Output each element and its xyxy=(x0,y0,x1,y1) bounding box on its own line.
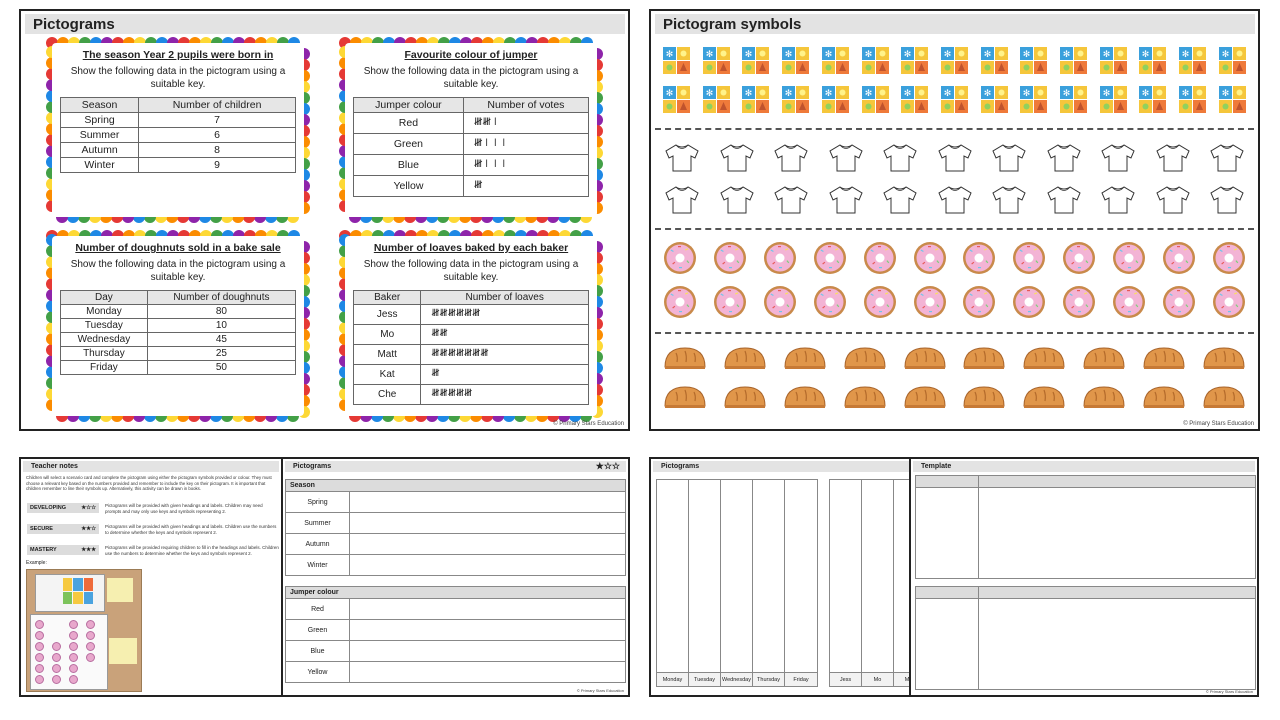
data-table xyxy=(353,97,589,197)
doughnut-icon xyxy=(813,241,847,275)
jumper-icon xyxy=(881,185,919,215)
doughnut-icon xyxy=(713,241,747,275)
svg-text:✻: ✻ xyxy=(1023,89,1031,99)
row-label: Yellow xyxy=(286,662,350,683)
tally-cell: 𝍸𝍸𝍷 xyxy=(463,113,588,134)
star-icon: ★☆☆ xyxy=(81,505,96,511)
doughnut-icon xyxy=(962,241,996,275)
jumper-icon xyxy=(772,185,810,215)
doughnut-icon xyxy=(813,285,847,319)
table-cell: Jess xyxy=(354,305,421,325)
table-cell: Wednesday xyxy=(61,333,148,347)
table-header: Jumper colour xyxy=(286,587,626,599)
row-label: Summer xyxy=(286,513,350,534)
table-header: Number of doughnuts xyxy=(147,291,295,305)
doughnut-icon xyxy=(1112,241,1146,275)
column-label: M xyxy=(894,672,913,686)
season-symbol-icon xyxy=(981,86,1008,113)
tally-cell: 𝍸𝍸𝍸𝍸𝍸𝍸 xyxy=(421,305,589,325)
doughnut-icon xyxy=(1212,241,1246,275)
card-body xyxy=(52,43,304,217)
table-cell: Green xyxy=(354,134,464,155)
table-cell: Red xyxy=(354,113,464,134)
tally-cell: 𝍸𝍸 xyxy=(421,325,589,345)
doughnut-icon xyxy=(35,620,44,629)
season-symbol-icon xyxy=(862,47,889,74)
table-cell: Summer xyxy=(61,128,139,143)
table-cell: 10 xyxy=(147,319,295,333)
copyright-footer: © Primary Stars Education xyxy=(576,688,624,693)
tally-cell: 𝍸𝍷𝍷𝍷 xyxy=(463,155,588,176)
jumper-icon xyxy=(1045,185,1083,215)
table-cell: Friday xyxy=(61,361,148,375)
season-symbol-icon xyxy=(981,47,1008,74)
loaf-icon xyxy=(1202,384,1246,410)
example-label: Example: xyxy=(26,560,47,566)
doughnut-icon xyxy=(52,653,61,662)
doughnut-icon xyxy=(1162,285,1196,319)
svg-text:✻: ✻ xyxy=(903,89,912,99)
doughnut-icon xyxy=(69,653,78,662)
table-cell: 45 xyxy=(147,333,295,347)
data-table xyxy=(353,290,589,405)
level-name: DEVELOPING xyxy=(30,505,67,511)
data-table xyxy=(60,290,296,375)
loaf-icon xyxy=(903,345,947,371)
svg-text:✻: ✻ xyxy=(824,89,833,99)
doughnut-icon xyxy=(663,285,697,319)
loaf-icon xyxy=(723,384,767,410)
row-label: Spring xyxy=(286,492,350,513)
loaf-icon xyxy=(1022,384,1066,410)
season-symbol-icon xyxy=(742,86,769,113)
level-description: Pictograms will be provided with given headings and labels. Children use the numbers to determine whether the keys and symbols represent 2. xyxy=(105,524,277,535)
jumper-icon xyxy=(1099,143,1137,173)
doughnut-icon xyxy=(69,642,78,651)
loaf-icon xyxy=(663,345,707,371)
jumper-icon xyxy=(990,143,1028,173)
pictogram-cell[interactable] xyxy=(350,534,626,555)
column-label: Tuesday xyxy=(689,672,720,686)
table-cell: Che xyxy=(354,385,421,405)
doughnut-icon xyxy=(913,285,947,319)
jumper-icon xyxy=(827,185,865,215)
jumper-icon xyxy=(663,143,701,173)
loaf-icon xyxy=(783,345,827,371)
season-symbol-icon xyxy=(1060,86,1087,113)
season-symbols-row xyxy=(663,47,1246,74)
doughnut-icon xyxy=(35,642,44,651)
table-cell: Yellow xyxy=(354,176,464,197)
table-cell: Kat xyxy=(354,365,421,385)
season-symbol-icon xyxy=(703,86,730,113)
doughnut-icon xyxy=(69,631,78,640)
tally-cell: 𝍸 xyxy=(463,176,588,197)
card-body xyxy=(52,236,304,416)
jumper-icon xyxy=(772,143,810,173)
row-label: Autumn xyxy=(286,534,350,555)
doughnut-icon xyxy=(763,241,797,275)
level-name: SECURE xyxy=(30,526,53,532)
season-pictogram-table xyxy=(285,479,626,576)
table-cell: 7 xyxy=(139,113,296,128)
table-cell: 8 xyxy=(139,143,296,158)
teacher-notes-panel xyxy=(19,457,283,697)
row-label: Red xyxy=(286,599,350,620)
loaf-icon xyxy=(962,345,1006,371)
jumper-icon xyxy=(718,143,756,173)
season-symbol-icon xyxy=(1100,86,1127,113)
tally-cell: 𝍸 xyxy=(421,365,589,385)
pictograms-worksheet-panel xyxy=(281,457,630,697)
doughnut-icon xyxy=(69,664,78,673)
panel-title: Teacher notes xyxy=(23,461,279,472)
card-title: Number of loaves baked by each baker xyxy=(373,242,569,254)
doughnut-icon xyxy=(913,241,947,275)
pictogram-cell[interactable] xyxy=(350,555,626,576)
season-symbol-icon xyxy=(862,86,889,113)
svg-text:✻: ✻ xyxy=(943,50,952,60)
days-pictogram-grid xyxy=(656,479,818,687)
doughnut-symbols-row xyxy=(663,285,1246,319)
loaf-icon xyxy=(1082,384,1126,410)
loaf-icon xyxy=(783,384,827,410)
pictogram-cell[interactable] xyxy=(350,492,626,513)
jumper-icon xyxy=(1154,185,1192,215)
panel-title xyxy=(285,461,626,472)
table-cell: 80 xyxy=(147,305,295,319)
card-title: The season Year 2 pupils were born in xyxy=(82,49,274,61)
jumper-icon xyxy=(1045,143,1083,173)
season-symbol-icon xyxy=(901,47,928,74)
level-mastery xyxy=(27,545,99,555)
star-icon: ★★★ xyxy=(81,547,96,553)
panel-title: Pictogram symbols xyxy=(655,14,1255,34)
jumper-icon xyxy=(827,143,865,173)
column-label: Wednesday xyxy=(721,672,752,686)
copyright-footer: © Primary Stars Education xyxy=(1183,421,1254,427)
doughnut-symbols-row xyxy=(663,241,1246,275)
pictograms-vertical-panel xyxy=(649,457,913,697)
table-cell: Tuesday xyxy=(61,319,148,333)
table-cell: 25 xyxy=(147,347,295,361)
template-table-bottom[interactable] xyxy=(915,586,1256,690)
jumper-symbols-row xyxy=(663,185,1246,215)
level-developing xyxy=(27,503,99,513)
loaf-icon xyxy=(962,384,1006,410)
table-cell: Mo xyxy=(354,325,421,345)
svg-text:✻: ✻ xyxy=(1142,89,1150,99)
table-cell: Spring xyxy=(61,113,139,128)
card-instruction: Show the following data in the pictogram using a suitable key. xyxy=(363,259,579,283)
season-symbol-icon xyxy=(782,47,809,74)
svg-text:✻: ✻ xyxy=(1221,89,1230,99)
doughnut-icon xyxy=(1062,285,1096,319)
loaf-icon xyxy=(723,345,767,371)
svg-text:✻: ✻ xyxy=(1102,89,1111,99)
svg-text:✻: ✻ xyxy=(824,50,833,60)
jumper-icon xyxy=(1099,185,1137,215)
svg-text:✻: ✻ xyxy=(705,50,713,60)
svg-text:✻: ✻ xyxy=(864,89,872,99)
bakers-pictogram-grid xyxy=(829,479,913,687)
season-symbol-icon xyxy=(1020,47,1047,74)
column-label: Thursday xyxy=(753,672,784,686)
jumper-icon xyxy=(1208,185,1246,215)
svg-text:✻: ✻ xyxy=(983,50,991,60)
task-card-seasons[interactable] xyxy=(46,37,310,223)
doughnut-icon xyxy=(86,620,95,629)
data-table xyxy=(60,97,296,173)
jumper-icon xyxy=(881,143,919,173)
svg-text:✻: ✻ xyxy=(1181,89,1190,99)
loaf-icon xyxy=(663,384,707,410)
season-symbol-icon xyxy=(901,86,928,113)
jumper-icon xyxy=(990,185,1028,215)
season-symbol-icon xyxy=(782,86,809,113)
svg-text:✻: ✻ xyxy=(983,89,991,99)
table-header: Day xyxy=(61,291,148,305)
tally-cell: 𝍸𝍷𝍷𝍷 xyxy=(463,134,588,155)
pictogram-cell[interactable] xyxy=(350,620,626,641)
season-symbols-row xyxy=(663,86,1246,113)
template-table-top[interactable] xyxy=(915,475,1256,579)
season-symbol-icon xyxy=(822,86,849,113)
svg-text:✻: ✻ xyxy=(745,50,753,60)
season-symbol-icon xyxy=(663,86,690,113)
jumper-icon xyxy=(663,185,701,215)
task-card-loaves[interactable] xyxy=(339,230,603,422)
table-cell: 9 xyxy=(139,158,296,173)
pictogram-cell[interactable] xyxy=(350,513,626,534)
jumper-symbols-row xyxy=(663,143,1246,173)
table-cell: 50 xyxy=(147,361,295,375)
svg-text:✻: ✻ xyxy=(784,89,793,99)
task-card-doughnuts[interactable] xyxy=(46,230,310,422)
column-label: Jess xyxy=(830,672,861,686)
loaf-icon xyxy=(1202,345,1246,371)
season-symbol-icon xyxy=(1100,47,1127,74)
loaf-symbols-row xyxy=(663,384,1246,410)
table-cell: Autumn xyxy=(61,143,139,158)
season-symbol-icon xyxy=(1139,86,1166,113)
pictogram-symbols-panel xyxy=(649,9,1260,431)
season-symbol-icon xyxy=(742,47,769,74)
card-body xyxy=(345,43,597,217)
doughnut-icon xyxy=(52,664,61,673)
table-cell: Winter xyxy=(61,158,139,173)
divider xyxy=(655,128,1254,130)
doughnut-icon xyxy=(35,675,44,684)
svg-text:✻: ✻ xyxy=(665,50,674,60)
table-header: Number of children xyxy=(139,98,296,113)
card-instruction: Show the following data in the pictogram using a suitable key. xyxy=(70,66,286,90)
season-symbol-icon xyxy=(822,47,849,74)
svg-text:✻: ✻ xyxy=(1023,50,1031,60)
table-header: Jumper colour xyxy=(354,98,464,113)
svg-text:✻: ✻ xyxy=(784,50,793,60)
column-label: Monday xyxy=(657,672,688,686)
doughnut-icon xyxy=(1012,285,1046,319)
doughnut-icon xyxy=(863,241,897,275)
tally-cell: 𝍸𝍸𝍸𝍸𝍸𝍸𝍸 xyxy=(421,345,589,365)
table-header: Number of votes xyxy=(463,98,588,113)
card-instruction: Show the following data in the pictogram using a suitable key. xyxy=(70,259,286,283)
jumper-icon xyxy=(1154,143,1192,173)
pictogram-cell[interactable] xyxy=(350,641,626,662)
season-symbol-icon xyxy=(703,47,730,74)
season-symbol-icon xyxy=(663,47,690,74)
jumper-pictogram-table xyxy=(285,586,626,683)
doughnut-icon xyxy=(763,285,797,319)
doughnut-icon xyxy=(1162,241,1196,275)
column-label: Mo xyxy=(862,672,893,686)
doughnut-icon xyxy=(69,675,78,684)
doughnut-icon xyxy=(86,653,95,662)
svg-text:✻: ✻ xyxy=(1181,50,1190,60)
doughnut-icon xyxy=(1112,285,1146,319)
jumper-icon xyxy=(936,143,974,173)
svg-text:✻: ✻ xyxy=(1102,50,1111,60)
svg-text:✻: ✻ xyxy=(1221,50,1230,60)
pictogram-cell[interactable] xyxy=(350,662,626,683)
row-label: Blue xyxy=(286,641,350,662)
tally-cell: 𝍸𝍸𝍸𝍸𝍸 xyxy=(421,385,589,405)
loaf-icon xyxy=(1022,345,1066,371)
copyright-footer: © Primary Stars Education xyxy=(553,421,624,427)
doughnut-icon xyxy=(35,631,44,640)
loaf-icon xyxy=(903,384,947,410)
svg-text:✻: ✻ xyxy=(1062,50,1071,60)
panel-title-text: Pictograms xyxy=(293,463,332,470)
panel-title: Template xyxy=(913,461,1255,472)
template-panel xyxy=(909,457,1259,697)
column-label: Friday xyxy=(785,672,817,686)
doughnut-icon xyxy=(713,285,747,319)
loaf-symbols-row xyxy=(663,345,1246,371)
table-cell: Monday xyxy=(61,305,148,319)
doughnut-icon xyxy=(35,653,44,662)
table-cell: 6 xyxy=(139,128,296,143)
doughnut-icon xyxy=(1012,241,1046,275)
card-title: Number of doughnuts sold in a bake sale xyxy=(75,242,281,254)
level-secure xyxy=(27,524,99,534)
pictograms-task-panel xyxy=(19,9,630,431)
doughnut-icon xyxy=(663,241,697,275)
doughnut-icon xyxy=(86,642,95,651)
doughnut-icon xyxy=(1212,285,1246,319)
season-symbol-icon xyxy=(1139,47,1166,74)
row-label: Winter xyxy=(286,555,350,576)
season-symbol-icon xyxy=(1179,86,1206,113)
table-header: Season xyxy=(61,98,139,113)
pictogram-cell[interactable] xyxy=(350,599,626,620)
svg-text:✻: ✻ xyxy=(705,89,713,99)
svg-text:✻: ✻ xyxy=(745,89,753,99)
star-icon: ★★☆ xyxy=(81,526,96,532)
jumper-icon xyxy=(1208,143,1246,173)
card-body xyxy=(345,236,597,416)
season-symbol-icon xyxy=(1219,47,1246,74)
divider xyxy=(655,228,1254,230)
doughnut-icon xyxy=(962,285,996,319)
season-symbol-icon xyxy=(1179,47,1206,74)
loaf-icon xyxy=(843,345,887,371)
season-symbol-icon xyxy=(1219,86,1246,113)
table-header: Baker xyxy=(354,291,421,305)
svg-text:✻: ✻ xyxy=(903,50,912,60)
copyright-footer: © Primary Stars Education xyxy=(1205,689,1253,694)
doughnut-icon xyxy=(52,675,61,684)
panel-title: Pictograms xyxy=(653,461,911,472)
svg-text:✻: ✻ xyxy=(1142,50,1150,60)
level-description: Pictograms will be provided requiring children to fill in the headings and labels. Children use the numbers to determine whether the keys and symbols represent 2. xyxy=(105,545,279,556)
jumper-icon xyxy=(936,185,974,215)
level-description: Pictograms will be provided with given headings and labels. Children may need prompts and may only use keys and symbols representing 2. xyxy=(105,503,263,514)
intro-text: Children will select a scenario card and complete the pictogram using either the pictogram symbols provided or colour. They must choose a relevant key based on the numbers provided and remember to include the key on their pictogram. It is important that children remember to line their symbols up. Alternatively, this activity can be drawn in books. xyxy=(26,475,272,491)
star-icon: ★☆☆ xyxy=(595,461,620,471)
card-instruction: Show the following data in the pictogram using a suitable key. xyxy=(363,66,579,90)
doughnut-icon xyxy=(863,285,897,319)
loaf-icon xyxy=(1142,384,1186,410)
table-header: Season xyxy=(286,480,626,492)
example-photo xyxy=(26,569,142,692)
level-name: MASTERY xyxy=(30,547,57,553)
svg-text:✻: ✻ xyxy=(1062,89,1071,99)
season-symbol-icon xyxy=(941,47,968,74)
season-symbol-icon xyxy=(1060,47,1087,74)
task-card-jumpers[interactable] xyxy=(339,37,603,223)
season-symbol-icon xyxy=(1020,86,1047,113)
doughnut-icon xyxy=(52,642,61,651)
table-cell: Blue xyxy=(354,155,464,176)
row-label: Green xyxy=(286,620,350,641)
svg-text:✻: ✻ xyxy=(665,89,674,99)
doughnut-icon xyxy=(35,664,44,673)
panel-title: Pictograms xyxy=(25,14,625,34)
table-cell: Matt xyxy=(354,345,421,365)
divider xyxy=(655,332,1254,334)
loaf-icon xyxy=(1142,345,1186,371)
doughnut-icon xyxy=(1062,241,1096,275)
season-symbol-icon xyxy=(941,86,968,113)
jumper-icon xyxy=(718,185,756,215)
table-cell: Thursday xyxy=(61,347,148,361)
doughnut-icon xyxy=(86,631,95,640)
svg-text:✻: ✻ xyxy=(943,89,952,99)
loaf-icon xyxy=(843,384,887,410)
loaf-icon xyxy=(1082,345,1126,371)
table-header: Number of loaves xyxy=(421,291,589,305)
svg-text:✻: ✻ xyxy=(864,50,872,60)
doughnut-icon xyxy=(69,620,78,629)
card-title: Favourite colour of jumper xyxy=(404,49,538,61)
